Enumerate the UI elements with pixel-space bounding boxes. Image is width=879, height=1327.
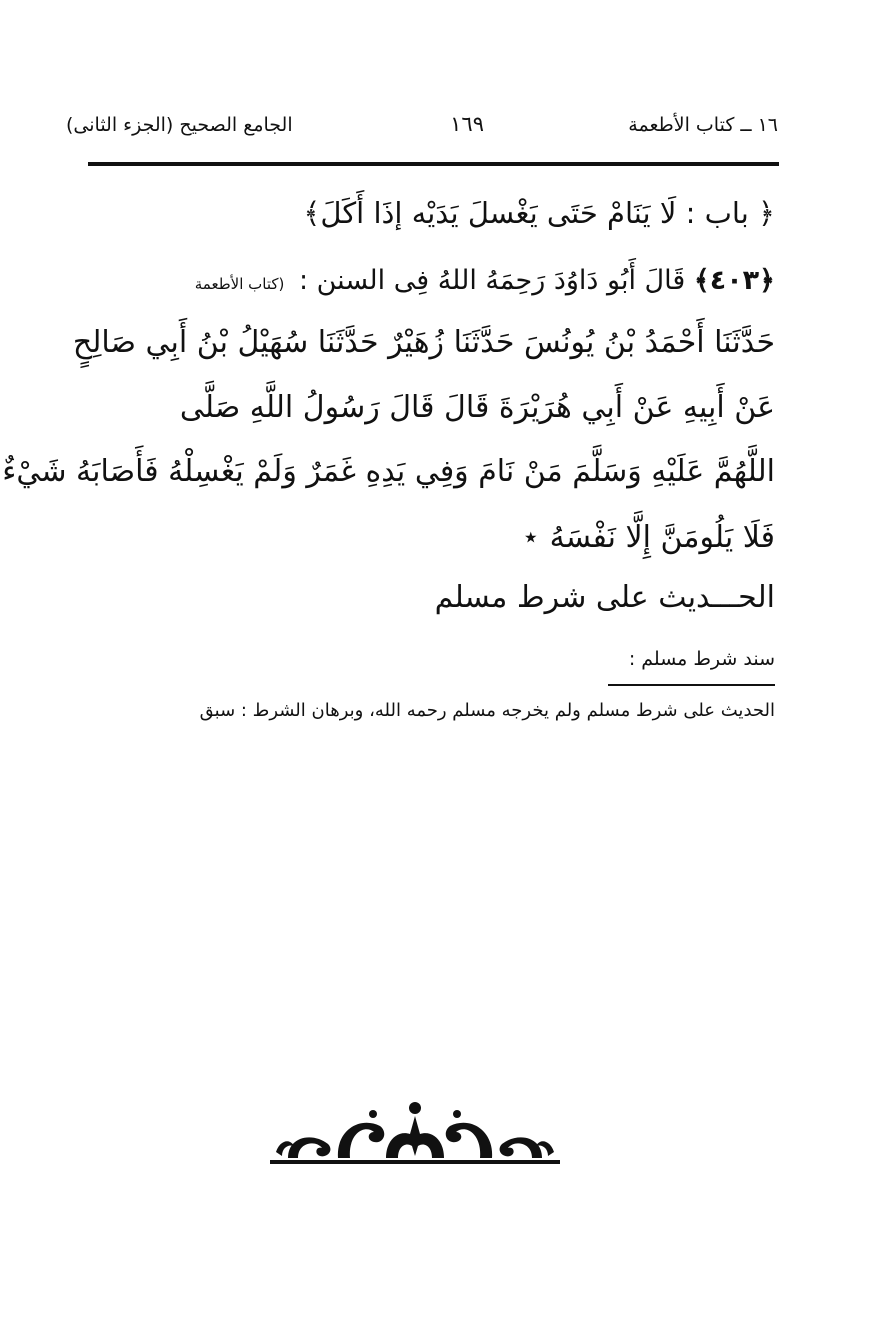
hadith-text-line: عَنْ أَبِيهِ عَنْ أَبِي هُرَيْرَةَ قَالَ قَالَ رَسُولُ اللَّهِ صَلَّى bbox=[179, 390, 775, 425]
hadith-source: قَالَ أَبُو دَاوُدَ رَحِمَهُ اللهُ فِى السنن : bbox=[298, 265, 686, 296]
header-chapter-title: ١٦ ــ كتاب الأطعمة bbox=[628, 114, 778, 136]
hadith-source-note: (كتاب الأطعمة bbox=[194, 275, 285, 293]
page-number: ١٦٩ bbox=[450, 112, 484, 136]
hadith-text-line: اللَّهُمَّ عَلَيْهِ وَسَلَّمَ مَنْ نَامَ وَفِي يَدِهِ غَمَرٌ وَلَمْ يَغْسِلْهُ فَأَصَابَهُ شَيْءٌ bbox=[2, 454, 775, 489]
decorative-ornament bbox=[268, 1096, 562, 1174]
footnote-text: الحديث على شرط مسلم ولم يخرجه مسلم رحمه الله، وبرهان الشرط : سبق bbox=[199, 700, 775, 721]
sanad-underline bbox=[608, 684, 775, 686]
hadith-text-line: فَلَا يَلُومَنَّ إِلَّا نَفْسَهُ ⋆ bbox=[521, 520, 775, 555]
chapter-title: ﴿ باب : لَا يَنَامْ حَتَى يَغْسلَ يَدَيْه إذَا أَكَلَ﴾ bbox=[303, 196, 775, 230]
page-header bbox=[66, 108, 778, 148]
header-book-title: الجامع الصحيح (الجزء الثانى) bbox=[66, 114, 293, 136]
hadith-intro bbox=[195, 265, 775, 296]
hadith-grading: الحـــديث على شرط مسلم bbox=[434, 580, 775, 615]
header-rule bbox=[88, 162, 779, 166]
hadith-number: ﴿٤٠٣﴾ bbox=[693, 265, 775, 296]
hadith-text-line: حَدَّثَنَا أَحْمَدُ بْنُ يُونُسَ حَدَّثَنَا زُهَيْرٌ حَدَّثَنَا سُهَيْلُ بْنُ أَبِي صَالِحٍ bbox=[72, 325, 775, 360]
sanad-heading: سند شرط مسلم : bbox=[628, 648, 775, 670]
